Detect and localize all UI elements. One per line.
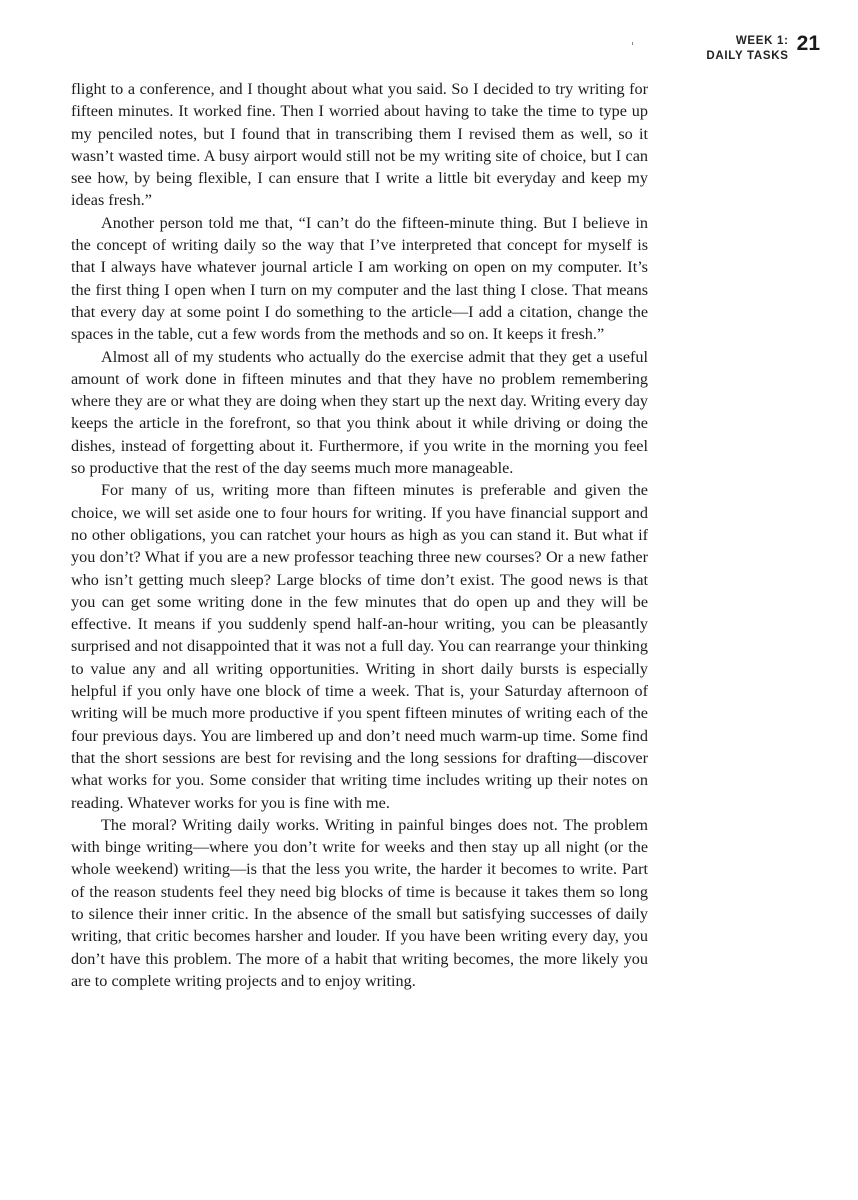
paragraph: Almost all of my students who actually do the exercise admit that they get a useful amount of work done in fifteen minutes and that they have no problem remembering where they are or what they are doing when they start up the next day. Writing every day keeps the article in the forefront, so that you think about it while driving or doing the dishes, instead of forgetting about it. Furthermore, if you write in the morning you feel so productive that the rest of the day seems much more manageable. <box>71 347 648 478</box>
page-number: 21 <box>796 32 820 55</box>
running-head-labels <box>706 34 788 64</box>
paragraph: For many of us, writing more than fifteen minutes is preferable and given the choice, we will set aside one to four hours for writing. If you have financial support and no other obligations, you can ratchet your hours as high as you can stand it. But what if you don’t? What if you are a new professor teaching three new courses? Or a new father who isn’t getting much sleep? Large blocks of time don’t exist. The good news is that you can get some writing done in the few minutes that do open up and they will be effective. It means if you suddenly spend half-an-hour writing, you can be pleasantly surprised and not disappointed that it was not a full day. You can rearrange your thinking to value any and all writing opportunities. Writing in short daily bursts is especially helpful if you only have one block of time a week. That is, your Saturday afternoon of writing will be much more productive if you spent fifteen minutes of writing each of the four previous days. You are limbered up and don’t need much warm-up time. Some find that the short sessions are best for revising and the long sessions for drafting—discover what works for you. Some consider that writing time includes writing up their notes on reading. Whatever works for you is fine with me. <box>71 481 648 812</box>
running-head-subsection: DAILY TASKS <box>706 50 789 62</box>
body-text <box>71 78 648 992</box>
running-head-section: WEEK 1: <box>735 35 789 47</box>
paragraph: Another person told me that, “I can’t do the fifteen-minute thing. But I believe in the concept of writing daily so the way that I’ve interpreted that concept for myself is that I always have whatever journal article I am working on open on my computer. It’s the first thing I open when I turn on my computer and the last thing I close. That means that every day at some point I do something to the article—I add a citation, change the spaces in the table, cut a few words from the methods and so on. It keeps it fresh.” <box>71 213 648 344</box>
running-head <box>706 34 820 64</box>
paragraph-continued: flight to a conference, and I thought about what you said. So I decided to try writing for fifteen minutes. It worked fine. Then I worried about having to take the time to type up my penciled notes, but I found that in transcribing them I revised them as well, so it wasn’t wasted time. A busy airport would still not be my writing site of choice, but I can see how, by being flexible, I can ensure that I write a little bit everyday and keep my ideas fresh.” <box>71 80 648 210</box>
scan-speck <box>632 42 633 45</box>
paragraph: The moral? Writing daily works. Writing in painful binges does not. The problem with binge writing—where you don’t write for weeks and then stay up all night (or the whole weekend) writing—is that the less you write, the harder it becomes to write. Part of the reason students feel they need big blocks of time is because it takes them so long to silence their inner critic. In the absence of the small but satisfying successes of daily writing, that critic becomes harsher and louder. If you have been writing every day, you don’t have this problem. The more of a habit that writing becomes, the more likely you are to complete writing projects and to enjoy writing. <box>71 815 648 990</box>
